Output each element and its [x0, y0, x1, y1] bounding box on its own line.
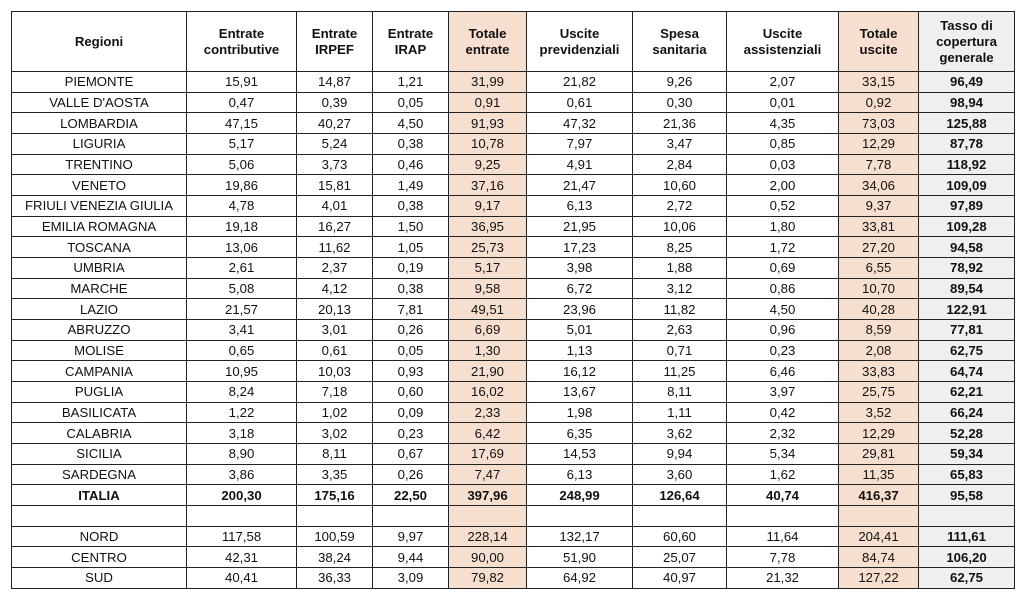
cell-entrate-contributive: 5,08 [187, 278, 297, 299]
cell-entrate-irap: 0,05 [373, 92, 449, 113]
cell-totale-entrate: 49,51 [449, 299, 527, 320]
cell-tasso-copertura: 94,58 [919, 237, 1015, 258]
macro-row [12, 568, 1015, 589]
cell-spesa-sanitaria: 0,71 [633, 340, 727, 361]
cell-region: EMILIA ROMAGNA [12, 216, 187, 237]
cell-region: NORD [12, 526, 187, 547]
cell-entrate-contributive: 2,61 [187, 258, 297, 279]
cell-totale-uscite: 25,75 [839, 382, 919, 403]
cell-entrate-contributive: 13,06 [187, 237, 297, 258]
cell-totale-uscite: 6,55 [839, 258, 919, 279]
total-row [12, 485, 1015, 506]
cell-tasso-copertura: 52,28 [919, 423, 1015, 444]
cell-entrate-irpef: 7,18 [297, 382, 373, 403]
cell-entrate-contributive: 117,58 [187, 526, 297, 547]
cell-spesa-sanitaria: 11,25 [633, 361, 727, 382]
cell-entrate-contributive: 3,86 [187, 464, 297, 485]
table-row [12, 113, 1015, 134]
cell-entrate-irap: 1,49 [373, 175, 449, 196]
cell-entrate-irpef: 3,35 [297, 464, 373, 485]
header-uscite-assistenziali: Uscite assistenziali [727, 12, 839, 72]
cell-region: ABRUZZO [12, 320, 187, 341]
cell-uscite-assistenziali: 0,69 [727, 258, 839, 279]
cell-spesa-sanitaria: 9,94 [633, 444, 727, 465]
cell-totale-entrate: 228,14 [449, 526, 527, 547]
cell-entrate-irap: 0,09 [373, 402, 449, 423]
cell-uscite-previdenziali: 1,13 [527, 340, 633, 361]
header-entrate-contributive: Entrate contributive [187, 12, 297, 72]
cell-uscite-assistenziali: 4,50 [727, 299, 839, 320]
table-row [12, 237, 1015, 258]
cell-region: LAZIO [12, 299, 187, 320]
cell-entrate-contributive: 42,31 [187, 547, 297, 568]
cell-tasso-copertura: 66,24 [919, 402, 1015, 423]
cell-totale-entrate: 90,00 [449, 547, 527, 568]
cell-totale-uscite: 10,70 [839, 278, 919, 299]
cell-entrate-irpef [297, 506, 373, 527]
cell-tasso-copertura: 65,83 [919, 464, 1015, 485]
cell-entrate-irap: 0,38 [373, 134, 449, 155]
cell-totale-entrate: 1,30 [449, 340, 527, 361]
cell-uscite-assistenziali [727, 506, 839, 527]
cell-region: BASILICATA [12, 402, 187, 423]
cell-entrate-irap: 4,50 [373, 113, 449, 134]
cell-uscite-previdenziali [527, 506, 633, 527]
cell-entrate-irap: 9,44 [373, 547, 449, 568]
cell-entrate-contributive: 10,95 [187, 361, 297, 382]
macro-row [12, 547, 1015, 568]
cell-region: CALABRIA [12, 423, 187, 444]
table-row [12, 196, 1015, 217]
cell-entrate-contributive: 200,30 [187, 485, 297, 506]
cell-tasso-copertura [919, 506, 1015, 527]
cell-tasso-copertura: 97,89 [919, 196, 1015, 217]
cell-entrate-contributive: 3,41 [187, 320, 297, 341]
cell-totale-entrate: 6,42 [449, 423, 527, 444]
cell-uscite-assistenziali: 1,72 [727, 237, 839, 258]
cell-spesa-sanitaria: 10,60 [633, 175, 727, 196]
cell-tasso-copertura: 62,75 [919, 340, 1015, 361]
cell-totale-uscite: 2,08 [839, 340, 919, 361]
cell-uscite-assistenziali: 0,96 [727, 320, 839, 341]
cell-entrate-irpef: 20,13 [297, 299, 373, 320]
cell-entrate-irpef: 4,12 [297, 278, 373, 299]
cell-uscite-previdenziali: 51,90 [527, 547, 633, 568]
cell-spesa-sanitaria: 60,60 [633, 526, 727, 547]
cell-entrate-irap: 0,67 [373, 444, 449, 465]
cell-totale-uscite: 40,28 [839, 299, 919, 320]
cell-region: UMBRIA [12, 258, 187, 279]
cell-uscite-assistenziali: 7,78 [727, 547, 839, 568]
cell-entrate-irpef: 3,01 [297, 320, 373, 341]
cell-uscite-assistenziali: 1,80 [727, 216, 839, 237]
table-row [12, 464, 1015, 485]
cell-spesa-sanitaria: 3,47 [633, 134, 727, 155]
cell-uscite-assistenziali: 1,62 [727, 464, 839, 485]
cell-uscite-assistenziali: 0,01 [727, 92, 839, 113]
cell-entrate-contributive: 1,22 [187, 402, 297, 423]
header-spesa-sanitaria: Spesa sanitaria [633, 12, 727, 72]
cell-tasso-copertura: 95,58 [919, 485, 1015, 506]
table-row [12, 134, 1015, 155]
cell-uscite-previdenziali: 21,82 [527, 72, 633, 93]
cell-entrate-irap: 0,46 [373, 154, 449, 175]
cell-tasso-copertura: 106,20 [919, 547, 1015, 568]
cell-spesa-sanitaria: 2,84 [633, 154, 727, 175]
cell-spesa-sanitaria: 0,30 [633, 92, 727, 113]
cell-uscite-previdenziali: 6,13 [527, 196, 633, 217]
cell-totale-entrate: 79,82 [449, 568, 527, 589]
header-uscite-previdenziali: Uscite previdenziali [527, 12, 633, 72]
cell-tasso-copertura: 59,34 [919, 444, 1015, 465]
cell-totale-uscite [839, 506, 919, 527]
cell-region: VALLE D'AOSTA [12, 92, 187, 113]
cell-totale-entrate: 397,96 [449, 485, 527, 506]
cell-region: FRIULI VENEZIA GIULIA [12, 196, 187, 217]
cell-spesa-sanitaria: 1,11 [633, 402, 727, 423]
cell-spesa-sanitaria: 126,64 [633, 485, 727, 506]
cell-totale-uscite: 0,92 [839, 92, 919, 113]
cell-totale-uscite: 416,37 [839, 485, 919, 506]
cell-uscite-assistenziali: 0,52 [727, 196, 839, 217]
cell-uscite-assistenziali: 0,42 [727, 402, 839, 423]
table-row [12, 402, 1015, 423]
cell-region: CAMPANIA [12, 361, 187, 382]
cell-spesa-sanitaria: 9,26 [633, 72, 727, 93]
cell-tasso-copertura: 87,78 [919, 134, 1015, 155]
table-row [12, 72, 1015, 93]
cell-entrate-irpef: 100,59 [297, 526, 373, 547]
cell-totale-entrate: 25,73 [449, 237, 527, 258]
cell-entrate-irap: 1,05 [373, 237, 449, 258]
cell-region: TRENTINO [12, 154, 187, 175]
cell-entrate-irpef: 2,37 [297, 258, 373, 279]
cell-entrate-irpef: 15,81 [297, 175, 373, 196]
cell-entrate-irap: 7,81 [373, 299, 449, 320]
cell-tasso-copertura: 122,91 [919, 299, 1015, 320]
cell-totale-entrate: 10,78 [449, 134, 527, 155]
table-row [12, 92, 1015, 113]
cell-totale-entrate [449, 506, 527, 527]
regional-balance-table [11, 11, 1015, 589]
cell-entrate-irap: 9,97 [373, 526, 449, 547]
cell-totale-entrate: 16,02 [449, 382, 527, 403]
header-regioni: Regioni [12, 12, 187, 72]
cell-totale-uscite: 204,41 [839, 526, 919, 547]
cell-entrate-irpef: 40,27 [297, 113, 373, 134]
cell-spesa-sanitaria: 8,25 [633, 237, 727, 258]
cell-totale-entrate: 9,25 [449, 154, 527, 175]
cell-region: MARCHE [12, 278, 187, 299]
cell-totale-entrate: 17,69 [449, 444, 527, 465]
cell-uscite-assistenziali: 0,85 [727, 134, 839, 155]
cell-uscite-assistenziali: 0,86 [727, 278, 839, 299]
table-row [12, 258, 1015, 279]
cell-spesa-sanitaria: 2,72 [633, 196, 727, 217]
cell-totale-uscite: 27,20 [839, 237, 919, 258]
cell-tasso-copertura: 118,92 [919, 154, 1015, 175]
cell-uscite-previdenziali: 3,98 [527, 258, 633, 279]
cell-totale-entrate: 31,99 [449, 72, 527, 93]
cell-totale-entrate: 91,93 [449, 113, 527, 134]
cell-region: PUGLIA [12, 382, 187, 403]
cell-totale-uscite: 73,03 [839, 113, 919, 134]
cell-totale-uscite: 7,78 [839, 154, 919, 175]
cell-tasso-copertura: 62,75 [919, 568, 1015, 589]
cell-uscite-assistenziali: 4,35 [727, 113, 839, 134]
cell-uscite-previdenziali: 132,17 [527, 526, 633, 547]
cell-entrate-contributive: 19,18 [187, 216, 297, 237]
cell-totale-entrate: 2,33 [449, 402, 527, 423]
cell-uscite-assistenziali: 2,00 [727, 175, 839, 196]
cell-entrate-irpef: 3,02 [297, 423, 373, 444]
cell-totale-uscite: 8,59 [839, 320, 919, 341]
cell-uscite-assistenziali: 3,97 [727, 382, 839, 403]
cell-uscite-previdenziali: 6,35 [527, 423, 633, 444]
cell-entrate-contributive: 47,15 [187, 113, 297, 134]
cell-uscite-assistenziali: 0,03 [727, 154, 839, 175]
cell-uscite-previdenziali: 1,98 [527, 402, 633, 423]
cell-totale-uscite: 11,35 [839, 464, 919, 485]
cell-spesa-sanitaria: 2,63 [633, 320, 727, 341]
table-row [12, 444, 1015, 465]
cell-uscite-assistenziali: 2,07 [727, 72, 839, 93]
cell-tasso-copertura: 98,94 [919, 92, 1015, 113]
cell-uscite-previdenziali: 4,91 [527, 154, 633, 175]
cell-uscite-previdenziali: 21,47 [527, 175, 633, 196]
spacer-row [12, 506, 1015, 527]
cell-totale-uscite: 29,81 [839, 444, 919, 465]
cell-spesa-sanitaria: 11,82 [633, 299, 727, 320]
cell-entrate-contributive: 5,17 [187, 134, 297, 155]
cell-region: MOLISE [12, 340, 187, 361]
header-tasso-copertura: Tasso di copertura generale [919, 12, 1015, 72]
table-row [12, 154, 1015, 175]
cell-entrate-irap: 0,19 [373, 258, 449, 279]
cell-region: SICILIA [12, 444, 187, 465]
cell-entrate-irpef: 1,02 [297, 402, 373, 423]
cell-uscite-previdenziali: 0,61 [527, 92, 633, 113]
cell-entrate-contributive: 5,06 [187, 154, 297, 175]
cell-tasso-copertura: 96,49 [919, 72, 1015, 93]
cell-uscite-assistenziali: 6,46 [727, 361, 839, 382]
cell-entrate-contributive: 0,65 [187, 340, 297, 361]
cell-spesa-sanitaria: 3,60 [633, 464, 727, 485]
cell-entrate-irpef: 10,03 [297, 361, 373, 382]
regional-table-container [11, 11, 1015, 589]
cell-tasso-copertura: 109,09 [919, 175, 1015, 196]
table-row [12, 382, 1015, 403]
cell-entrate-irpef: 36,33 [297, 568, 373, 589]
cell-entrate-irap [373, 506, 449, 527]
cell-totale-entrate: 7,47 [449, 464, 527, 485]
cell-totale-uscite: 127,22 [839, 568, 919, 589]
cell-totale-uscite: 33,15 [839, 72, 919, 93]
cell-entrate-irap: 0,38 [373, 196, 449, 217]
cell-totale-entrate: 5,17 [449, 258, 527, 279]
cell-uscite-previdenziali: 16,12 [527, 361, 633, 382]
cell-uscite-previdenziali: 248,99 [527, 485, 633, 506]
table-row [12, 216, 1015, 237]
cell-entrate-contributive [187, 506, 297, 527]
cell-tasso-copertura: 109,28 [919, 216, 1015, 237]
cell-totale-uscite: 33,83 [839, 361, 919, 382]
cell-tasso-copertura: 77,81 [919, 320, 1015, 341]
cell-entrate-irap: 0,38 [373, 278, 449, 299]
cell-entrate-irap: 22,50 [373, 485, 449, 506]
cell-region: LOMBARDIA [12, 113, 187, 134]
cell-totale-uscite: 9,37 [839, 196, 919, 217]
cell-uscite-assistenziali: 11,64 [727, 526, 839, 547]
cell-totale-entrate: 36,95 [449, 216, 527, 237]
cell-entrate-irap: 0,26 [373, 464, 449, 485]
cell-totale-entrate: 9,58 [449, 278, 527, 299]
cell-totale-uscite: 12,29 [839, 134, 919, 155]
cell-uscite-previdenziali: 47,32 [527, 113, 633, 134]
cell-spesa-sanitaria: 21,36 [633, 113, 727, 134]
cell-uscite-previdenziali: 23,96 [527, 299, 633, 320]
cell-region: LIGURIA [12, 134, 187, 155]
cell-uscite-previdenziali: 21,95 [527, 216, 633, 237]
cell-uscite-assistenziali: 0,23 [727, 340, 839, 361]
cell-spesa-sanitaria: 3,62 [633, 423, 727, 444]
cell-tasso-copertura: 89,54 [919, 278, 1015, 299]
cell-totale-entrate: 9,17 [449, 196, 527, 217]
cell-entrate-contributive: 8,90 [187, 444, 297, 465]
cell-entrate-contributive: 0,47 [187, 92, 297, 113]
cell-entrate-irpef: 8,11 [297, 444, 373, 465]
cell-region: ITALIA [12, 485, 187, 506]
cell-spesa-sanitaria: 10,06 [633, 216, 727, 237]
cell-region: VENETO [12, 175, 187, 196]
cell-region: SUD [12, 568, 187, 589]
cell-entrate-contributive: 15,91 [187, 72, 297, 93]
cell-entrate-contributive: 3,18 [187, 423, 297, 444]
cell-entrate-irap: 0,26 [373, 320, 449, 341]
cell-entrate-irpef: 11,62 [297, 237, 373, 258]
cell-totale-uscite: 12,29 [839, 423, 919, 444]
cell-spesa-sanitaria: 8,11 [633, 382, 727, 403]
cell-uscite-previdenziali: 14,53 [527, 444, 633, 465]
header-totale-entrate: Totale entrate [449, 12, 527, 72]
cell-spesa-sanitaria: 1,88 [633, 258, 727, 279]
cell-uscite-assistenziali: 21,32 [727, 568, 839, 589]
cell-entrate-irpef: 14,87 [297, 72, 373, 93]
cell-spesa-sanitaria: 3,12 [633, 278, 727, 299]
cell-uscite-previdenziali: 13,67 [527, 382, 633, 403]
cell-totale-entrate: 21,90 [449, 361, 527, 382]
cell-entrate-irap: 1,50 [373, 216, 449, 237]
cell-region: TOSCANA [12, 237, 187, 258]
table-row [12, 175, 1015, 196]
cell-totale-uscite: 84,74 [839, 547, 919, 568]
table-row [12, 299, 1015, 320]
cell-entrate-contributive: 8,24 [187, 382, 297, 403]
cell-tasso-copertura: 111,61 [919, 526, 1015, 547]
macro-row [12, 526, 1015, 547]
cell-uscite-assistenziali: 5,34 [727, 444, 839, 465]
cell-entrate-irpef: 3,73 [297, 154, 373, 175]
cell-spesa-sanitaria [633, 506, 727, 527]
cell-entrate-irpef: 4,01 [297, 196, 373, 217]
cell-entrate-contributive: 21,57 [187, 299, 297, 320]
cell-uscite-previdenziali: 17,23 [527, 237, 633, 258]
cell-totale-uscite: 34,06 [839, 175, 919, 196]
cell-region: PIEMONTE [12, 72, 187, 93]
header-row [12, 12, 1015, 72]
cell-entrate-irap: 0,23 [373, 423, 449, 444]
cell-tasso-copertura: 125,88 [919, 113, 1015, 134]
cell-entrate-irap: 0,60 [373, 382, 449, 403]
table-row [12, 340, 1015, 361]
cell-entrate-contributive: 40,41 [187, 568, 297, 589]
cell-entrate-irpef: 38,24 [297, 547, 373, 568]
cell-uscite-previdenziali: 6,13 [527, 464, 633, 485]
cell-entrate-irpef: 175,16 [297, 485, 373, 506]
cell-spesa-sanitaria: 25,07 [633, 547, 727, 568]
cell-region [12, 506, 187, 527]
cell-uscite-previdenziali: 64,92 [527, 568, 633, 589]
table-row [12, 423, 1015, 444]
cell-tasso-copertura: 78,92 [919, 258, 1015, 279]
cell-totale-uscite: 33,81 [839, 216, 919, 237]
cell-uscite-previdenziali: 5,01 [527, 320, 633, 341]
cell-totale-entrate: 6,69 [449, 320, 527, 341]
table-row [12, 320, 1015, 341]
cell-entrate-irap: 1,21 [373, 72, 449, 93]
cell-entrate-irpef: 0,61 [297, 340, 373, 361]
cell-entrate-irpef: 0,39 [297, 92, 373, 113]
cell-entrate-irap: 0,93 [373, 361, 449, 382]
cell-totale-entrate: 37,16 [449, 175, 527, 196]
cell-uscite-assistenziali: 2,32 [727, 423, 839, 444]
cell-totale-entrate: 0,91 [449, 92, 527, 113]
cell-entrate-irap: 3,09 [373, 568, 449, 589]
cell-entrate-contributive: 4,78 [187, 196, 297, 217]
cell-region: SARDEGNA [12, 464, 187, 485]
cell-tasso-copertura: 62,21 [919, 382, 1015, 403]
header-entrate-irpef: Entrate IRPEF [297, 12, 373, 72]
table-row [12, 278, 1015, 299]
cell-entrate-irpef: 5,24 [297, 134, 373, 155]
cell-uscite-previdenziali: 6,72 [527, 278, 633, 299]
cell-region: CENTRO [12, 547, 187, 568]
cell-tasso-copertura: 64,74 [919, 361, 1015, 382]
header-entrate-irap: Entrate IRAP [373, 12, 449, 72]
header-totale-uscite: Totale uscite [839, 12, 919, 72]
cell-totale-uscite: 3,52 [839, 402, 919, 423]
cell-spesa-sanitaria: 40,97 [633, 568, 727, 589]
cell-entrate-irpef: 16,27 [297, 216, 373, 237]
table-body [12, 72, 1015, 589]
table-row [12, 361, 1015, 382]
cell-entrate-irap: 0,05 [373, 340, 449, 361]
cell-entrate-contributive: 19,86 [187, 175, 297, 196]
cell-uscite-assistenziali: 40,74 [727, 485, 839, 506]
cell-uscite-previdenziali: 7,97 [527, 134, 633, 155]
